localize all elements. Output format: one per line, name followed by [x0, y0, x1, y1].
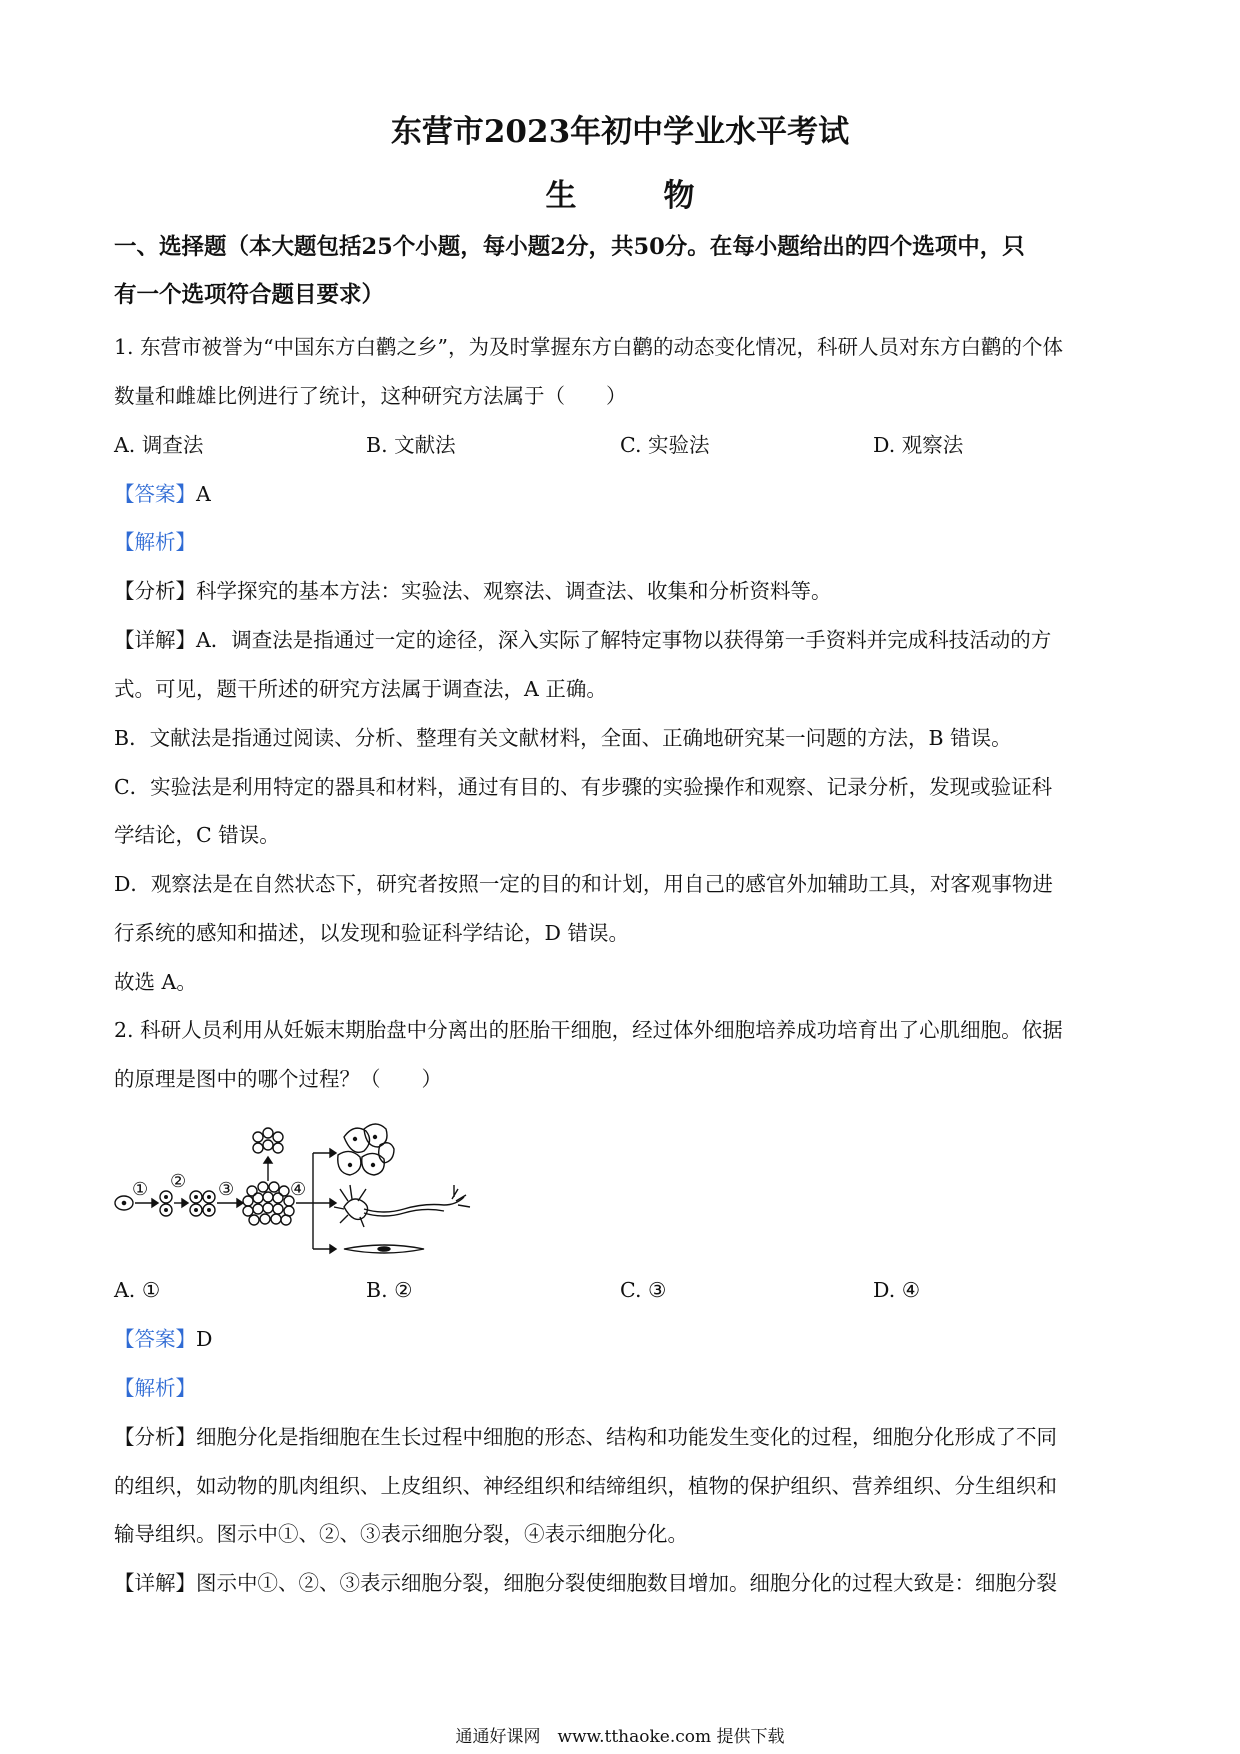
subject-heading: 生 物	[545, 178, 723, 214]
q1-explain-d-line2: 行系统的感知和描述，以发现和验证科学结论，D 错误。	[114, 921, 629, 945]
q1-xiangjie-line1	[114, 626, 1051, 654]
section-heading-line1: 一、选择题（本大题包括25个小题，每小题2分，共50分。在每小题给出的四个选项中，只	[114, 234, 1025, 260]
q2-analysis-heading	[114, 1374, 196, 1402]
q1-option-b: B. 文献法	[366, 433, 456, 457]
q2-fenxi-line2: 的组织，如动物的肌肉组织、上皮组织、神经组织和结缔组织，植物的保护组织、营养组织、分生组织和	[114, 1474, 1057, 1498]
fenxi-tag: 【分析】	[114, 1425, 196, 1449]
muscle-cell	[344, 1245, 424, 1253]
cell-cluster	[243, 1182, 294, 1225]
diagram-label-1: ①	[132, 1179, 149, 1200]
diagram-label-4: ④	[290, 1179, 307, 1200]
xiangjie-tag: 【详解】	[114, 628, 196, 652]
q1-option-d: D. 观察法	[873, 433, 964, 457]
single-cell	[115, 1196, 133, 1210]
q2-option-a: A. ①	[114, 1278, 161, 1302]
epithelial-cells	[338, 1124, 394, 1175]
xiangjie-tag: 【详解】	[114, 1571, 196, 1595]
q2-xiangjie-line1	[114, 1569, 1057, 1597]
page-title: 东营市2023年初中学业水平考试	[390, 114, 850, 150]
two-cells	[160, 1191, 172, 1216]
q2-fenxi-line3: 输导组织。图示中①、②、③表示细胞分裂，④表示细胞分化。	[114, 1522, 688, 1546]
q1-xiangjie-text1: A．调查法是指通过一定的途径，深入实际了解特定事物以获得第一手资料并完成科技活动的方	[196, 628, 1052, 652]
section-heading-line2: 有一个选项符合题目要求）	[114, 282, 385, 308]
small-cluster	[253, 1128, 283, 1153]
q1-explain-d-line1: D．观察法是在自然状态下，研究者按照一定的目的和计划，用自己的感官外加辅助工具，对客观事物进	[114, 872, 1053, 896]
analysis-tag: 【解析】	[114, 1376, 196, 1400]
analysis-tag: 【解析】	[114, 530, 196, 554]
q2-answer	[114, 1325, 212, 1353]
q2-fenxi-line1	[114, 1423, 1057, 1451]
q1-explain-c-line2: 学结论，C 错误。	[114, 823, 280, 847]
q2-fenxi-text1: 细胞分化是指细胞在生长过程中细胞的形态、结构和功能发生变化的过程，细胞分化形成了不同	[196, 1425, 1057, 1449]
q2-option-c: C. ③	[620, 1278, 667, 1302]
q2-stem-line1: 2. 科研人员利用从妊娠末期胎盘中分离出的胚胎干细胞，经过体外细胞培养成功培育出了心肌细胞。依据	[114, 1018, 1063, 1042]
q1-xiangjie-line2: 式。可见，题干所述的研究方法属于调查法，A 正确。	[114, 677, 607, 701]
diagram-label-3: ③	[218, 1179, 235, 1200]
q1-explain-c-line1: C．实验法是利用特定的器具和材料，通过有目的、有步骤的实验操作和观察、记录分析，发现或验证科	[114, 775, 1053, 799]
q1-conclusion: 故选 A。	[114, 970, 197, 994]
q2-answer-value: D	[196, 1327, 213, 1351]
q1-analysis-heading	[114, 528, 196, 556]
q2-option-d: D. ④	[873, 1278, 921, 1302]
q2-xiangjie-text1: 图示中①、②、③表示细胞分裂，细胞分裂使细胞数目增加。细胞分化的过程大致是：细胞分裂	[196, 1571, 1057, 1595]
q1-answer-value: A	[196, 482, 211, 506]
q1-explain-b: B．文献法是指通过阅读、分析、整理有关文献材料，全面、正确地研究某一问题的方法，B 错误。	[114, 726, 1012, 750]
cell-differentiation-diagram	[112, 1115, 482, 1255]
q2-option-b: B. ②	[366, 1278, 413, 1302]
answer-tag: 【答案】	[114, 482, 196, 506]
q1-answer	[114, 480, 211, 508]
fenxi-tag: 【分析】	[114, 579, 196, 603]
q1-stem-line2: 数量和雌雄比例进行了统计，这种研究方法属于（ ）	[114, 384, 627, 408]
neuron	[334, 1185, 470, 1227]
q1-fenxi	[114, 577, 832, 605]
page-footer: 通通好课网 www.tthaoke.com 提供下载	[455, 1727, 785, 1747]
q2-stem-line2: 的原理是图中的哪个过程？（ ）	[114, 1067, 442, 1091]
q1-option-a: A. 调查法	[114, 433, 204, 457]
answer-tag: 【答案】	[114, 1327, 196, 1351]
q1-fenxi-text: 科学探究的基本方法：实验法、观察法、调查法、收集和分析资料等。	[196, 579, 832, 603]
q1-stem-line1: 1. 东营市被誉为“中国东方白鹳之乡”，为及时掌握东方白鹳的动态变化情况，科研人员对东方白鹳的个体	[114, 335, 1064, 359]
four-cells	[190, 1191, 215, 1216]
q1-option-c: C. 实验法	[620, 433, 710, 457]
diagram-label-2: ②	[170, 1171, 187, 1192]
